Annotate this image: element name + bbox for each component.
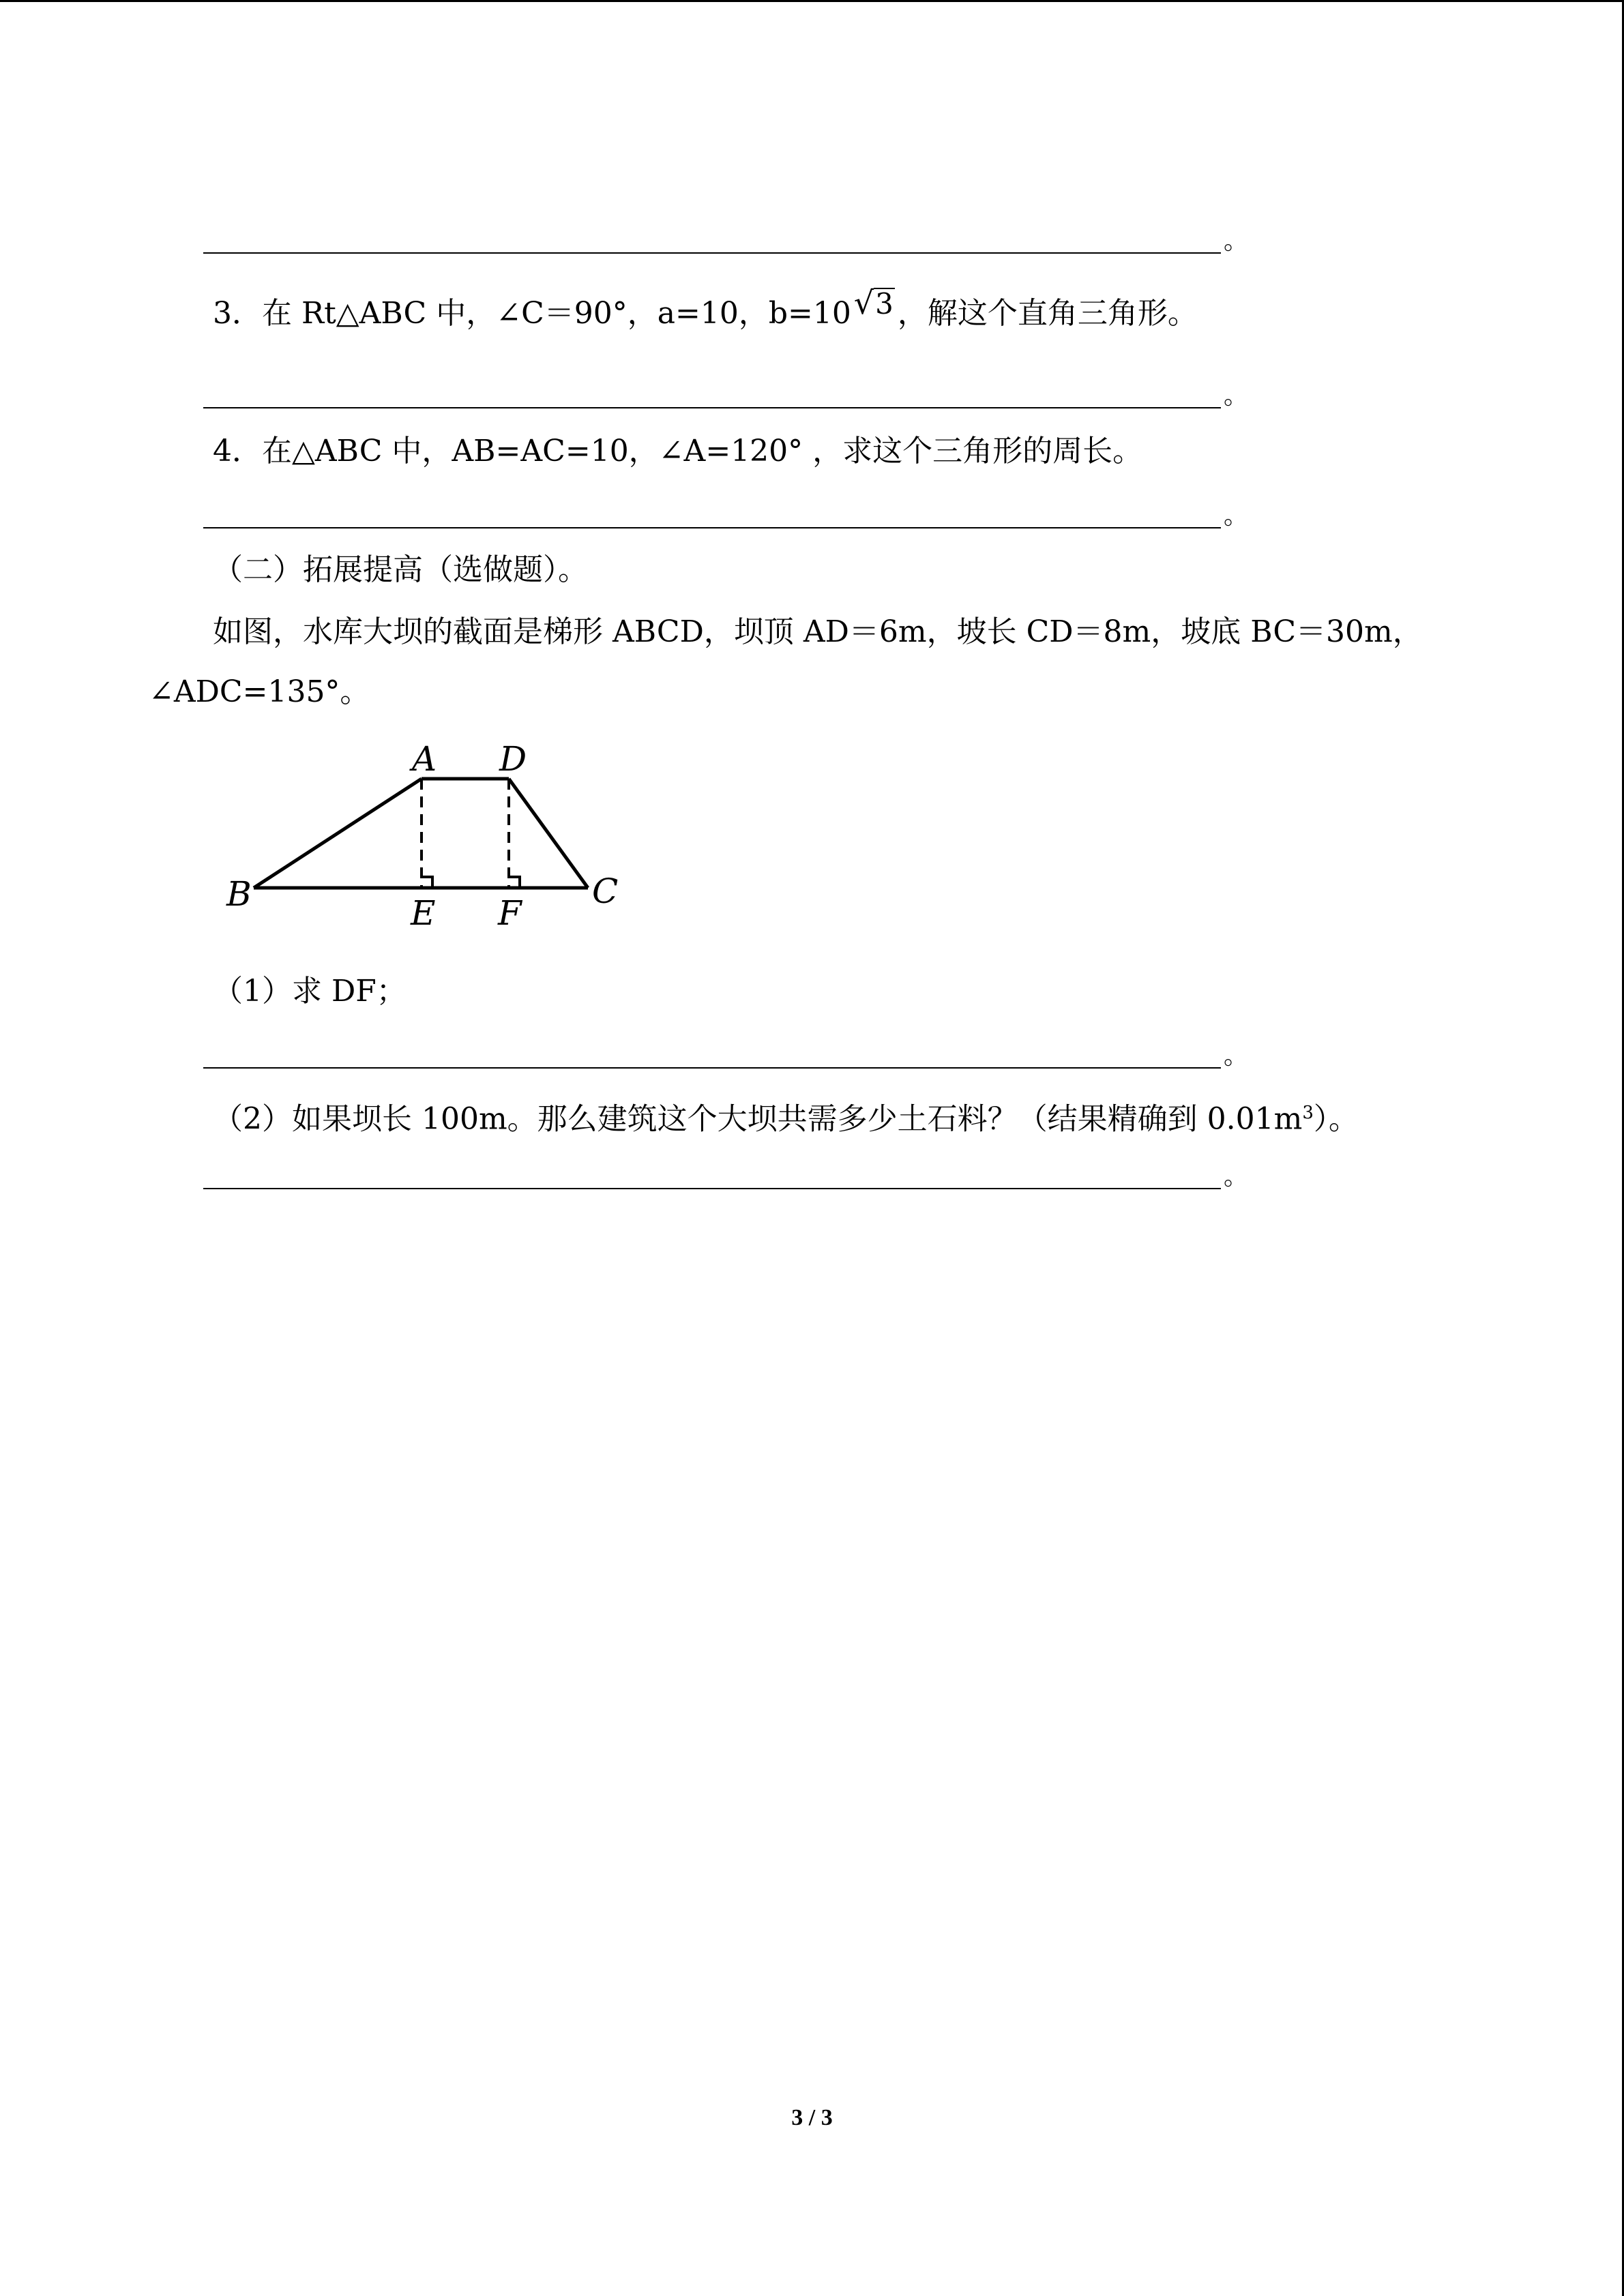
label-f: F [498, 893, 522, 933]
dam-trapezoid-figure [211, 723, 634, 948]
answer-blank-3[interactable] [203, 527, 1221, 528]
label-c: C [592, 871, 619, 911]
superscript-3: 3 [1302, 1103, 1314, 1123]
question-3-text-after: ，解这个直角三角形。 [897, 296, 1198, 331]
sub-question-2 [213, 1092, 1359, 1140]
section-2-title: （二）拓展提高（选做题）。 [213, 552, 588, 587]
label-e: E [411, 893, 436, 933]
sqrt-3 [854, 282, 895, 325]
sub-question-1: （1）求 DF； [213, 974, 407, 1009]
side-ba [254, 779, 422, 888]
blank-period-5: 。 [1224, 1163, 1249, 1191]
side-dc [509, 779, 588, 888]
question-3-text-before: 3．在 Rt△ABC 中，∠C＝90°，a=10，b=10 [213, 296, 851, 331]
problem-line-1: 如图，水库大坝的截面是梯形 ABCD，坝顶 AD＝6m，坡长 CD＝8m，坡底 BC＝30m， [213, 614, 1423, 649]
page-number: 3 / 3 [791, 2105, 833, 2130]
radical-sign-icon: √ [853, 284, 874, 321]
answer-blank-4[interactable] [203, 1067, 1221, 1069]
blank-period-2: 。 [1224, 382, 1249, 410]
answer-blank-5[interactable] [203, 1188, 1221, 1189]
blank-period-3: 。 [1224, 502, 1249, 530]
sqrt-radicand: 3 [875, 287, 894, 320]
question-4: 4．在△ABC 中，AB=AC=10，∠A=120° ，求这个三角形的周长。 [213, 434, 1143, 468]
blank-period-1: 。 [1224, 227, 1249, 255]
blank-period-4: 。 [1224, 1042, 1249, 1070]
label-d: D [499, 739, 527, 779]
label-b: B [226, 874, 252, 914]
label-a: A [412, 739, 437, 779]
sub-question-2-text: （2）如果坝长 100m。那么建筑这个大坝共需多少土石料？（结果精确到 0.01m [213, 1101, 1303, 1137]
question-3 [213, 284, 1198, 334]
sub-question-2-end: ）。 [1313, 1101, 1359, 1137]
page-border-top [0, 0, 1624, 2]
answer-blank-2[interactable] [203, 407, 1221, 408]
problem-line-2: ∠ADC=135°。 [149, 674, 370, 709]
answer-blank-1[interactable] [203, 252, 1221, 254]
